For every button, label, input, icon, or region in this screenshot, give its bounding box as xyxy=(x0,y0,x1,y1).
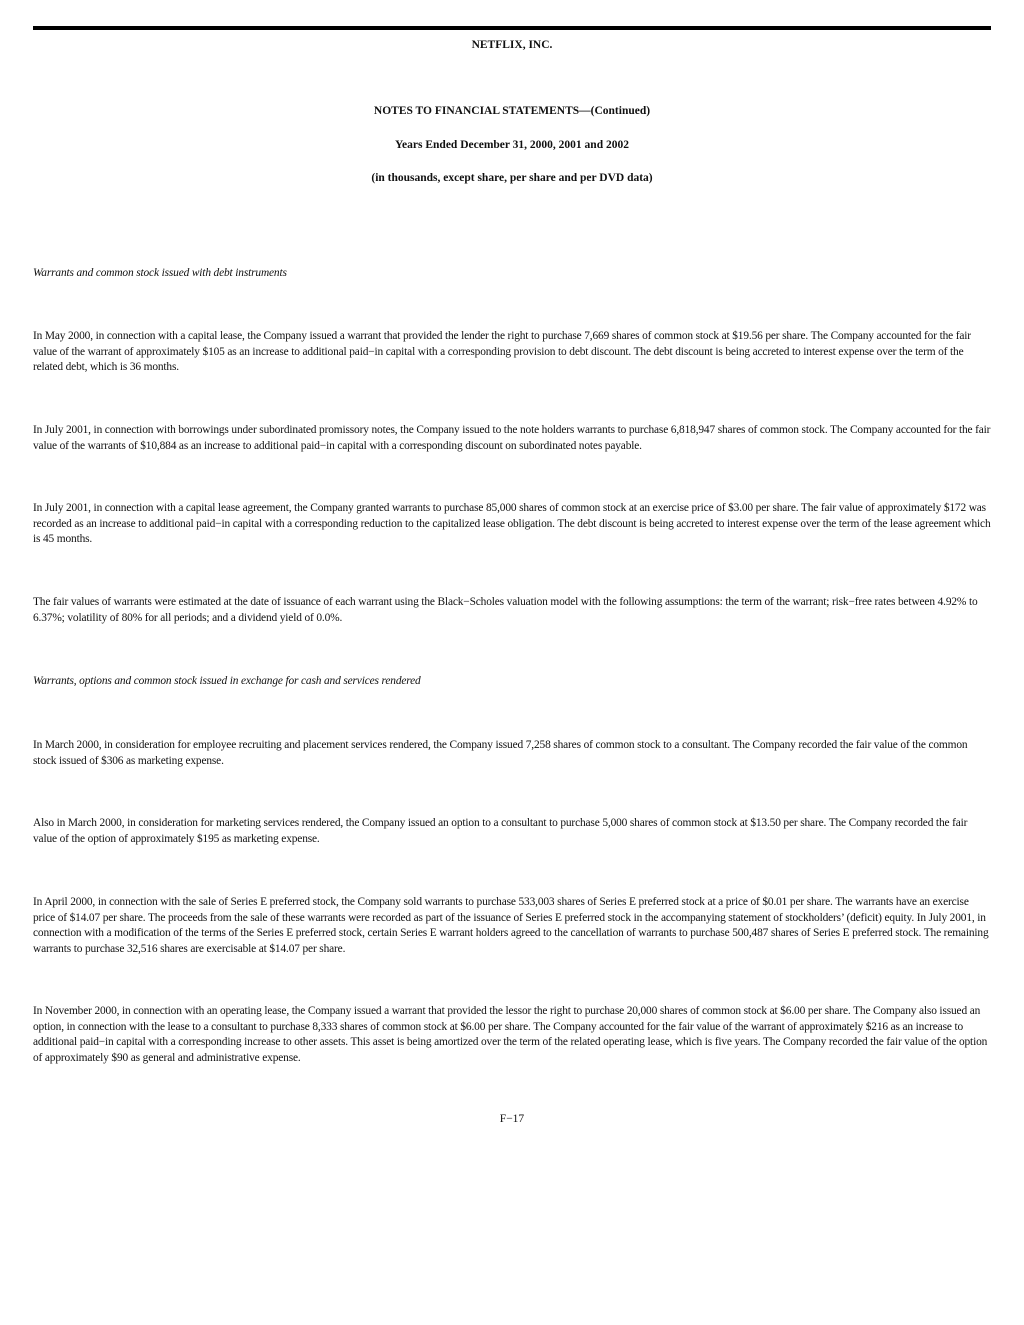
paragraph: In April 2000, in connection with the sale of Series E preferred stock, the Company sold warrants to purchase 533,003 shares of Series E preferred stock at a price of $0.01 per share. The warrants have an exercise price of $14.07 per share. The proceeds from the sale of these warrants were recorded as part of the issuance of Series E preferred stock in the accompanying statement of stockholders’ (deficit) equity. In July 2001, in connection with a modification of the terms of the Series E preferred stock, certain Series E warrant holders agreed to the cancellation of warrants to purchase 500,487 shares of Series E preferred stock. The remaining warrants to purchase 32,516 shares are exercisable at $14.07 per share. xyxy=(33,896,989,955)
section-title: NOTES TO FINANCIAL STATEMENTS—(Continued) xyxy=(373,105,651,117)
top-rule xyxy=(33,26,991,30)
paragraph: In March 2000, in consideration for employee recruiting and placement services rendered, the Company issued 7,258 shares of common stock to a consultant. The Company recorded the fair value of the common stock issued of $306 as marketing expense. xyxy=(33,739,968,767)
paragraph: The fair values of warrants were estimated at the date of issuance of each warrant using the Black−Scholes valuation model with the following assumptions: the term of the warrant; risk−free rates between 4.92% to 6.37%; volatility of 80% for all periods; and a dividend yield of 0.0%. xyxy=(33,596,978,624)
paragraph: In July 2001, in connection with a capital lease agreement, the Company granted warrants to purchase 85,000 shares of common stock at an exercise price of $3.00 per share. The fair value of approximately $172 was recorded as an increase to additional paid−in capital with a corresponding reduction to the capitalized lease obligation. The debt discount is being accreted to interest expense over the term of the lease agreement which is 45 months. xyxy=(33,502,991,545)
paragraph: In May 2000, in connection with a capital lease, the Company issued a warrant that provided the lender the right to purchase 7,669 shares of common stock at $19.56 per share. The Company accounted for the fair value of the warrant of approximately $105 as an increase to additional paid−in capital with a corresponding provision to debt discount. The debt discount is being accreted to interest expense over the term of the related debt, which is 36 months. xyxy=(33,330,971,373)
paragraph: In November 2000, in connection with an operating lease, the Company issued a warrant that provided the lessor the right to purchase 20,000 shares of common stock at $6.00 per share. The Company also issued an option, in connection with the lease to a consultant to purchase 8,333 shares of common stock at $6.00 per share. The Company accounted for the fair value of the warrant of approximately $216 as an increase to additional paid−in capital with a corresponding increase to other assets. This asset is being amortized over the term of the related operating lease, which is five years. The Company recorded the fair value of the option of approximately $90 as general and administrative expense. xyxy=(33,1005,988,1064)
section-heading: Warrants and common stock issued with debt instruments xyxy=(33,267,287,279)
period-subtitle: Years Ended December 31, 2000, 2001 and 2002 xyxy=(395,139,629,151)
units-note: (in thousands, except share, per share and per DVD data) xyxy=(371,172,653,184)
company-name: NETFLIX, INC. xyxy=(471,39,553,51)
paragraph: Also in March 2000, in consideration for marketing services rendered, the Company issued an option to a consultant to purchase 5,000 shares of common stock at $13.50 per share. The Company recorded the fair value of the option of approximately $195 as marketing expense. xyxy=(33,817,968,845)
paragraph: In July 2001, in connection with borrowings under subordinated promissory notes, the Company issued to the note holders warrants to purchase 6,818,947 shares of common stock. The Company accounted for the fair value of the warrants of $10,884 as an increase to additional paid−in capital with a corresponding discount on subordinated notes payable. xyxy=(33,424,991,452)
section-heading: Warrants, options and common stock issued in exchange for cash and services rendered xyxy=(33,675,421,687)
page-number: F−17 xyxy=(499,1113,525,1125)
